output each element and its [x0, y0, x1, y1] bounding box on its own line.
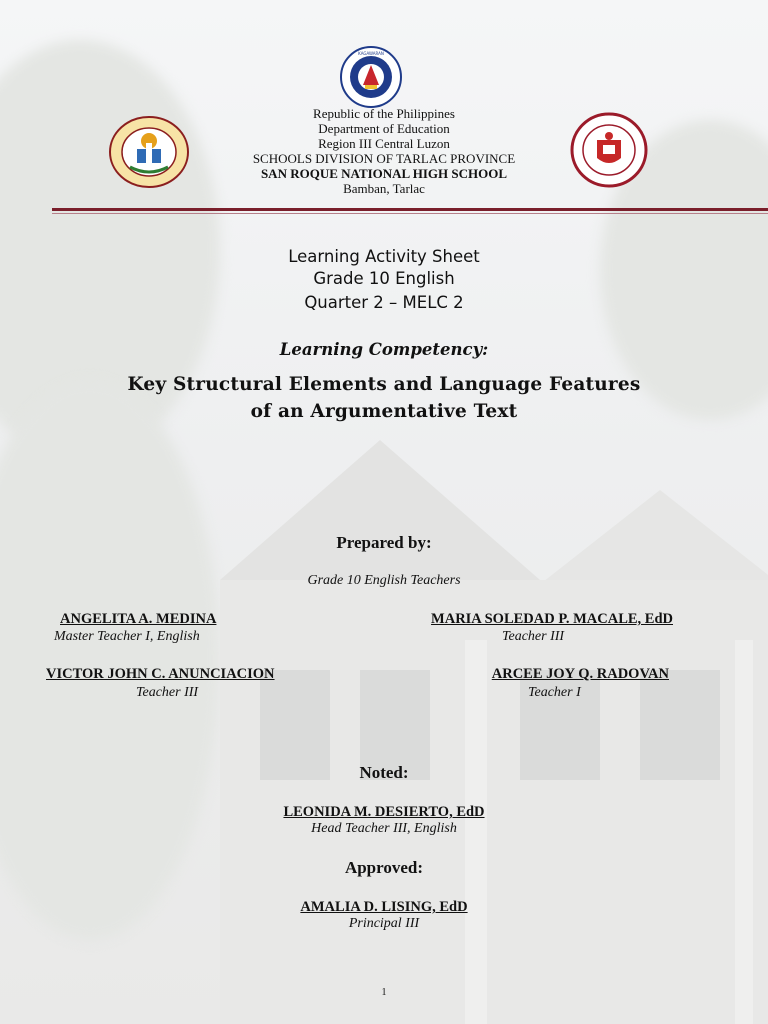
header-location: Bamban, Tarlac — [343, 181, 425, 196]
header-republic: Republic of the Philippines — [313, 106, 455, 121]
preparer-role-1: Master Teacher I, English — [54, 629, 200, 644]
preparer-role-2: Teacher III — [502, 629, 565, 644]
preparer-name-2: MARIA SOLEDAD P. MACALE, EdD — [431, 611, 673, 627]
header-division: SCHOOLS DIVISION OF TARLAC PROVINCE — [252, 151, 516, 166]
approved-name: AMALIA D. LISING, EdD — [300, 899, 468, 915]
sheet-grade: Grade 10 English — [313, 269, 455, 288]
header-department: Department of Education — [318, 121, 450, 136]
svg-text:KAGAWARAN: KAGAWARAN — [358, 51, 384, 56]
competency-title-line1: Key Structural Elements and Language Features — [127, 374, 641, 395]
header-school: SAN ROQUE NATIONAL HIGH SCHOOL — [260, 166, 508, 181]
noted-name: LEONIDA M. DESIERTO, EdD — [283, 804, 485, 820]
preparer-name-4: ARCEE JOY Q. RADOVAN — [491, 666, 669, 682]
preparer-role-3: Teacher III — [136, 685, 199, 700]
preparer-name-1: ANGELITA A. MEDINA — [60, 611, 217, 627]
prepared-label: Prepared by: — [336, 533, 432, 552]
deped-seal — [339, 45, 403, 109]
noted-role: Head Teacher III, English — [311, 821, 457, 836]
noted-label: Noted: — [359, 763, 409, 782]
header-region: Region III Central Luzon — [318, 136, 450, 151]
page-number: 1 — [381, 987, 387, 998]
preparer-role-4: Teacher I — [528, 685, 581, 700]
header-divider — [52, 208, 768, 211]
approved-label: Approved: — [344, 858, 424, 877]
approved-block — [0, 898, 768, 916]
approved-role: Principal III — [348, 916, 420, 931]
competency-title-line2: of an Argumentative Text — [250, 401, 518, 422]
sheet-quarter: Quarter 2 – MELC 2 — [304, 293, 464, 312]
sheet-title: Learning Activity Sheet — [288, 247, 480, 266]
preparer-name-3: VICTOR JOHN C. ANUNCIACION — [46, 666, 275, 682]
competency-label: Learning Competency: — [279, 340, 489, 359]
header-divider-thin — [52, 213, 768, 214]
prepared-group: Grade 10 English Teachers — [307, 573, 461, 588]
noted-block — [0, 803, 768, 821]
